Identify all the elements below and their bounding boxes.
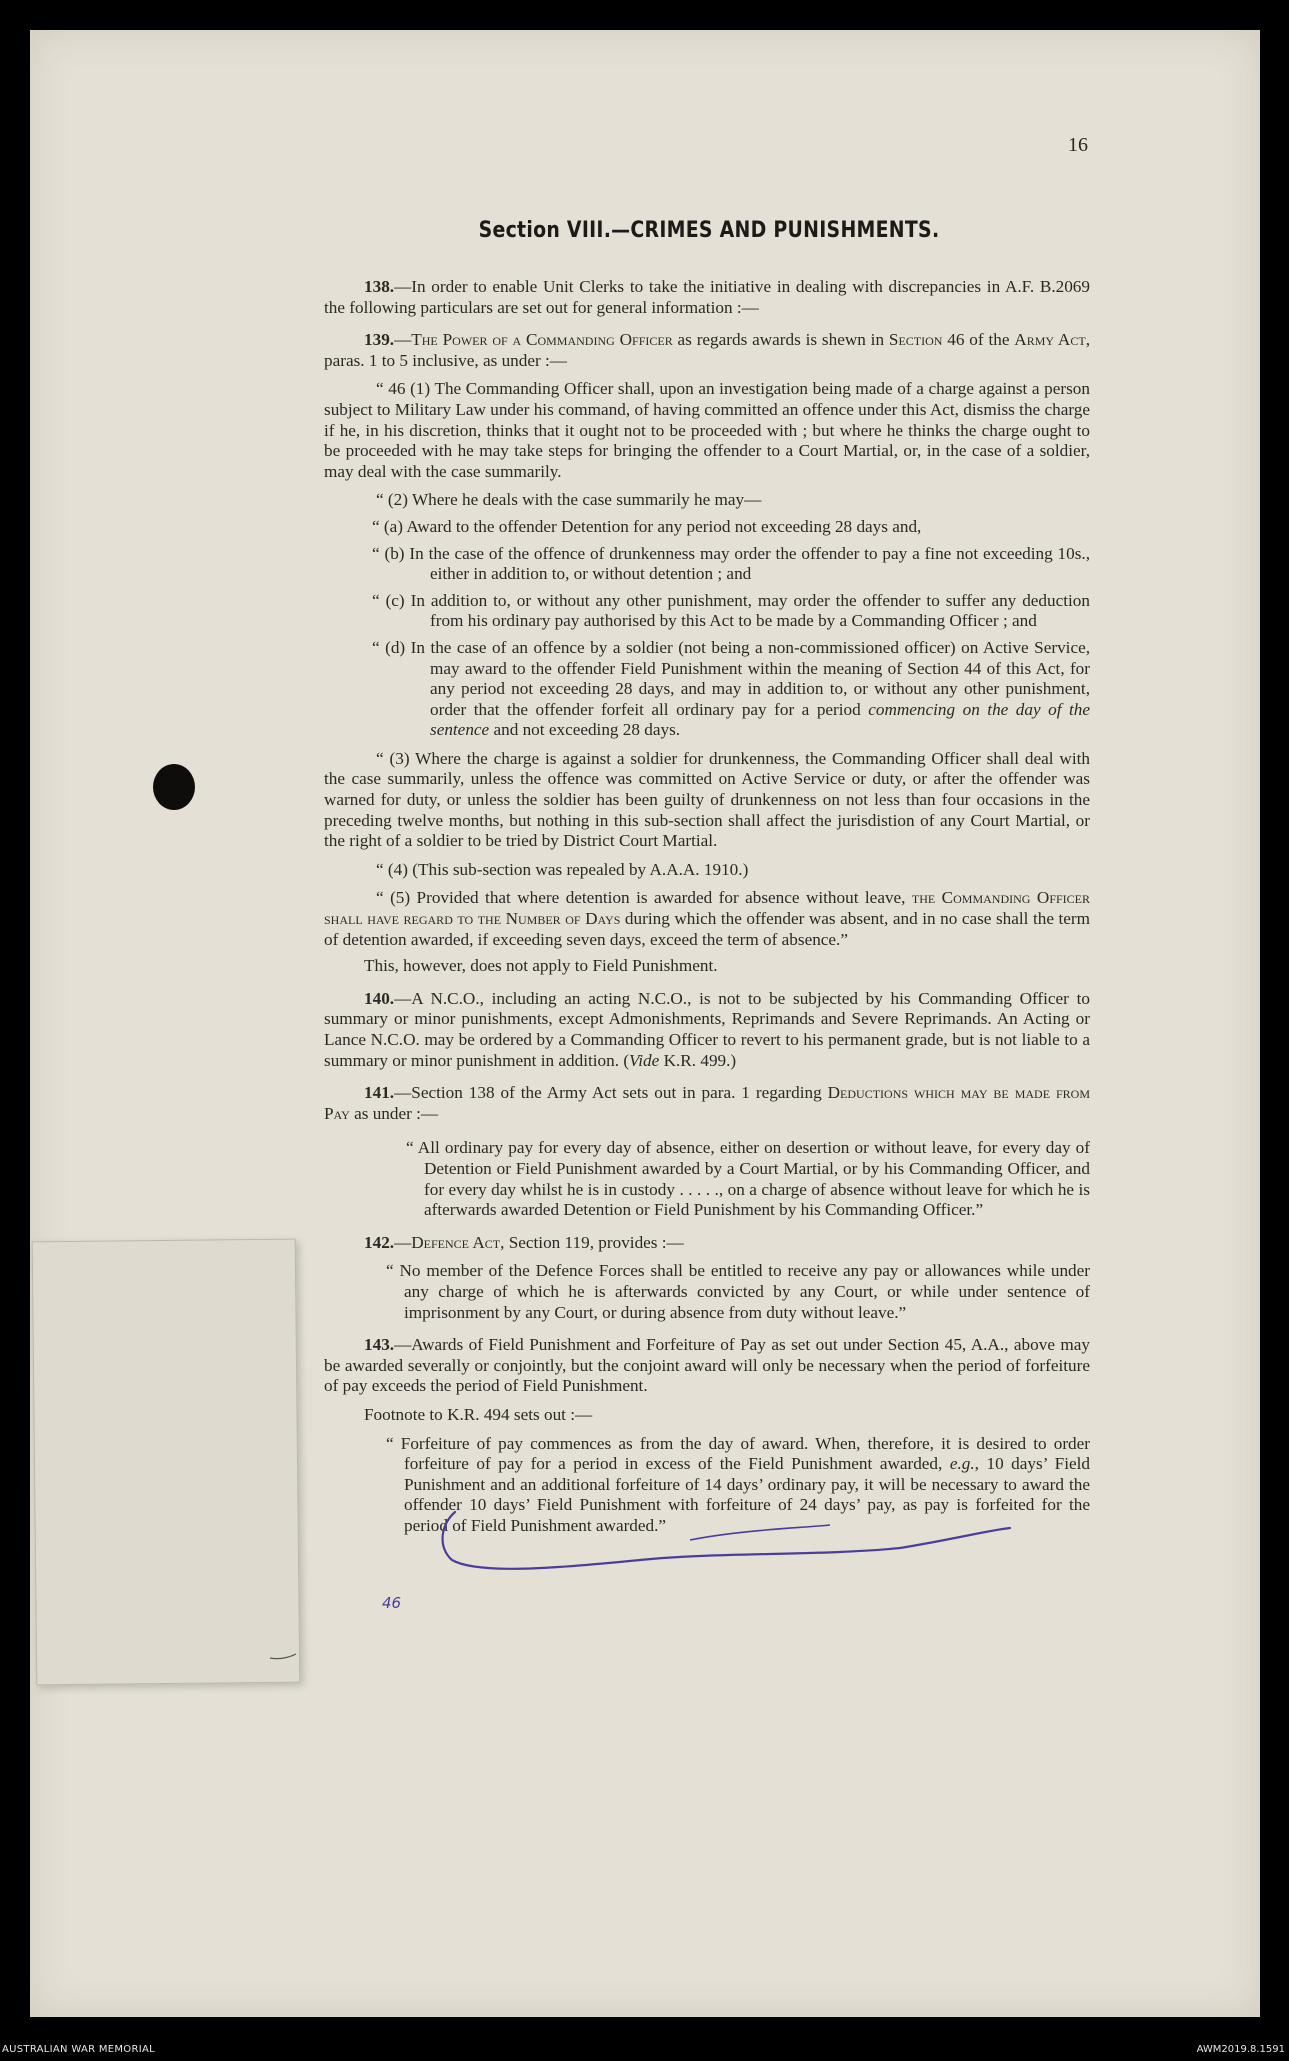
quote-clause-c [324,591,1090,632]
clause-italic: commencing on the day of the sentence [430,699,1090,740]
small-caps-text: the Commanding Officer shall have regard to the Number of Days [324,888,1091,929]
document-body [324,277,1090,1536]
clause-label: “ (d) [372,637,406,657]
para-number: 141. [364,1083,395,1103]
para-text: —Awards of Field Punishment and Forfeiture of Pay as set out under Section 45, A.A., above may be awarded severally or conjointly, but the conjoint award will only be necessary when the period of forfeiture of pay exceeds the period of Field Punishment. [324,1335,1090,1396]
quote-46-5 [324,888,1090,950]
small-caps-text: The Power of a Commanding Officer [411,330,673,350]
quote-italic: e.g. [949,1454,975,1474]
small-caps-text: Deductions which may be made from Pay [324,1083,1090,1123]
quote-text: “ (5) Provided that where detention is awarded for absence without leave, [376,888,912,908]
para-text: — [394,330,412,350]
small-caps-text: Defence Act [411,1232,501,1252]
para-number: 142. [364,1232,395,1252]
clause-label: “ (c) [372,590,405,610]
para-text: K.R. 499.) [659,1050,737,1070]
para-text: 46 of the [942,330,1015,350]
footnote-intro: Footnote to K.R. 494 sets out :— [364,1404,593,1424]
paragraph-140 [324,989,1090,1071]
quote-text: during which the offender was absent, and in no case shall the term of detention awarded, if exceeding seven days, exceed the term of absence.” [324,909,1090,949]
quote-141: “ All ordinary pay for every day of absence, either on desertion or without leave, for every day of Detention or Field Punishment awarded by a Court Martial, or by his Commanding Officer, and for every day whilst he is in custody . . . . ., on a charge of absence without leave for which he is afterwards awarded Detention or Field Punishment by his Commanding Officer.” [406,1138,1090,1220]
clause-text: In addition to, or without any other punishment, may order the offender to suffer any deduction from his ordinary pay authorised by this Act to be made by a Commanding Officer ; and [404,590,1090,631]
quote-46-3: “ (3) Where the charge is against a soldier for drunkenness, the Commanding Officer shall deal with the case summarily, unless the offence was committed on Active Service or duty, or after the offender was warned for duty, or unless the soldier has been guilty of drunkenness on not less than four occasions in the preceding twelve months, but nothing in this sub-section shall affect the jurisdistion of any Court Martial, or the right of a soldier to be tried by District Court Martial. [324,748,1090,851]
quote-text: , 10 days’ Field Punishment and an additional forfeiture of 14 days’ ordinary pay, it will be necessary to award the offender 10 days’ Field Punishment with forfeiture of 24 days’ pay, as pay is forfeited for the period of Field Punishment awarded.” [404,1454,1090,1535]
para-number: 140. [364,988,395,1008]
para-text: , paras. 1 to 5 inclusive, as under :— [324,330,1090,370]
clause-text: In the case of the offence of drunkenness may order the offender to pay a fine not exceeding 10s., either in addition to, or without detention ; and [404,543,1090,584]
quote-text: “ Forfeiture of pay commences as from the day of award. When, therefore, it is desired to order forfeiture of pay for a period in excess of the Field Punishment awarded, [386,1433,1090,1474]
small-caps-text: Army Act [1014,330,1086,350]
punch-hole [153,764,195,810]
quote-142: “ No member of the Defence Forces shall be entitled to receive any pay or allowances while under any charge of which he is afterwards convicted by any Court, or while under sentence of imprisonment by any Court, or during absence from duty without leave.” [386,1261,1090,1322]
paragraph-142 [324,1233,1090,1254]
small-caps-text: Section [888,330,943,350]
para-text: —In order to enable Unit Clerks to take the initiative in dealing with discrepancies in A.F. B.2069 the following particulars are set out for general information :— [324,277,1090,317]
paragraph-139 [324,330,1090,371]
note-field-punishment: This, however, does not apply to Field Punishment. [364,956,718,976]
para-text: as under :— [349,1103,439,1123]
para-text: as regards awards is shewn in [672,330,889,350]
attached-paper-flap [32,1239,301,1686]
page-number: 16 [1068,134,1088,156]
quote-clause-a [324,517,1090,538]
clause-label: “ (a) [372,516,404,536]
paragraph-138 [324,277,1090,318]
para-text: , Section 119, provides :— [500,1232,684,1252]
pen-annotation-number: 46 [382,1594,402,1612]
section-heading: Section VIII.—CRIMES AND PUNISHMENTS. [478,218,940,243]
para-text: — [394,1232,412,1252]
footer-accession-number: AWM2019.8.1591 [1196,2044,1285,2055]
para-italic: Vide [629,1050,660,1070]
quote-clause-b [324,544,1090,585]
para-text: —A N.C.O., including an acting N.C.O., is not to be subjected by his Commanding Officer to summary or minor punishments, except Admonishments, Reprimands and Severe Reprimands. An Acting or Lance N.C.O. may be ordered by a Commanding Officer to revert to his permanent grade, but is not liable to a summary or minor punishment in addition. ( [324,988,1090,1070]
quote-46-1: “ 46 (1) The Commanding Officer shall, upon an investigation being made of a charge against a person subject to Military Law under his command, of having committed an offence under this Act, dismiss the charge if he, in his discretion, thinks that it ought not to be proceeded with ; but where he thinks the charge ought to be proceeded with he may take steps for bringing the offender to a Court Martial, or, in the case of a soldier, may deal with the case summarily. [324,379,1090,481]
clause-text: and not exceeding 28 days. [489,720,681,740]
paragraph-141 [324,1083,1090,1124]
clause-text: Award to the offender Detention for any period not exceeding 28 days and, [403,516,922,536]
para-number: 143. [364,1335,395,1355]
paragraph-143 [324,1335,1090,1397]
para-number: 138. [364,277,395,296]
quote-footnote [324,1434,1090,1537]
quote-clause-d [324,638,1090,741]
quote-46-4: “ (4) (This sub-section was repealed by A.A.A. 1910.) [376,859,749,879]
clause-text: In the case of an offence by a soldier (not being a non-commissioned officer) on Active Service, may award to the offender Field Punishment within the meaning of Section 44 of this Act, for any period not exceeding 28 days, and may in addition to, or without any other punishment, order that the offender forfeit all ordinary pay for a period [405,637,1090,719]
clause-label: “ (b) [372,543,405,563]
quote-46-2: “ (2) Where he deals with the case summarily he may— [376,490,762,510]
para-text: —Section 138 of the Army Act sets out in para. 1 regarding [394,1083,828,1103]
footer-credit: AUSTRALIAN WAR MEMORIAL [2,2044,155,2055]
para-number: 139. [364,330,395,350]
